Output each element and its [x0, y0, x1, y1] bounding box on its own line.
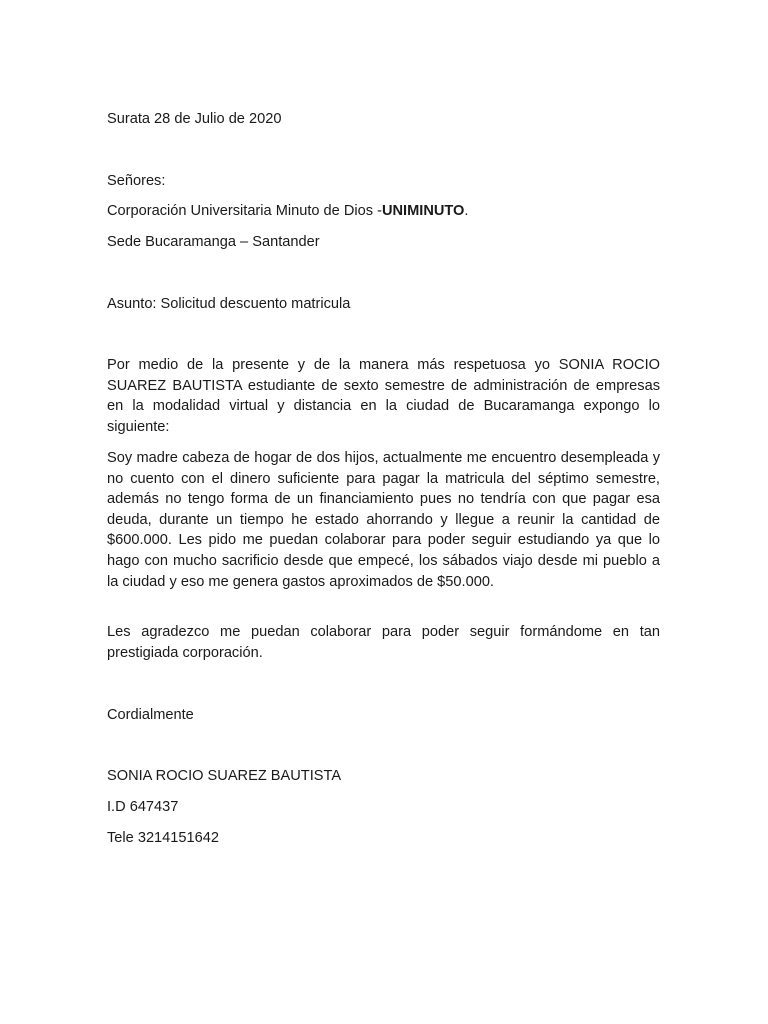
closing: Cordialmente	[107, 707, 194, 723]
institution-name: Corporación Universitaria Minuto de Dios -	[107, 203, 382, 219]
signer-phone: Tele 3214151642	[107, 830, 219, 846]
institution-line	[107, 201, 468, 221]
signer-id: I.D 647437	[107, 799, 179, 815]
date-line: Surata 28 de Julio de 2020	[107, 111, 282, 127]
signer-name: SONIA ROCIO SUAREZ BAUTISTA	[107, 768, 342, 784]
body-paragraph-thanks: Les agradezco me puedan colaborar para poder seguir formándome en tan prestigiada corporación.	[107, 624, 660, 661]
body-paragraph-situation: Soy madre cabeza de hogar de dos hijos, actualmente me encuentro desempleada y no cuento con el dinero suficiente para pagar la matricula del séptimo semestre, además no tengo forma de un financiamiento pues no tendría con que pagar esa deuda, durante un tiempo he estado ahorrando y llegue a reunir la cantidad de $600.000. Les pido me puedan colaborar para poder seguir estudiando ya que lo hago con mucho sacrificio desde que empecé, los sábados viajo desde mi pueblo a la ciudad y eso me genera gastos aproximados de $50.000.	[107, 450, 660, 590]
campus-line: Sede Bucaramanga – Santander	[107, 234, 320, 250]
institution-acronym: UNIMINUTO	[381, 203, 465, 219]
institution-period: .	[464, 203, 469, 219]
subject-line: Asunto: Solicitud descuento matricula	[107, 296, 351, 312]
salutation: Señores:	[107, 173, 166, 189]
body-paragraph-intro: Por medio de la presente y de la manera más respetuosa yo SONIA ROCIO SUAREZ BAUTISTA estudiante de sexto semestre de administración de empresas en la modalidad virtual y distancia en la ciudad de Bucaramanga expongo lo siguiente:	[107, 357, 660, 435]
